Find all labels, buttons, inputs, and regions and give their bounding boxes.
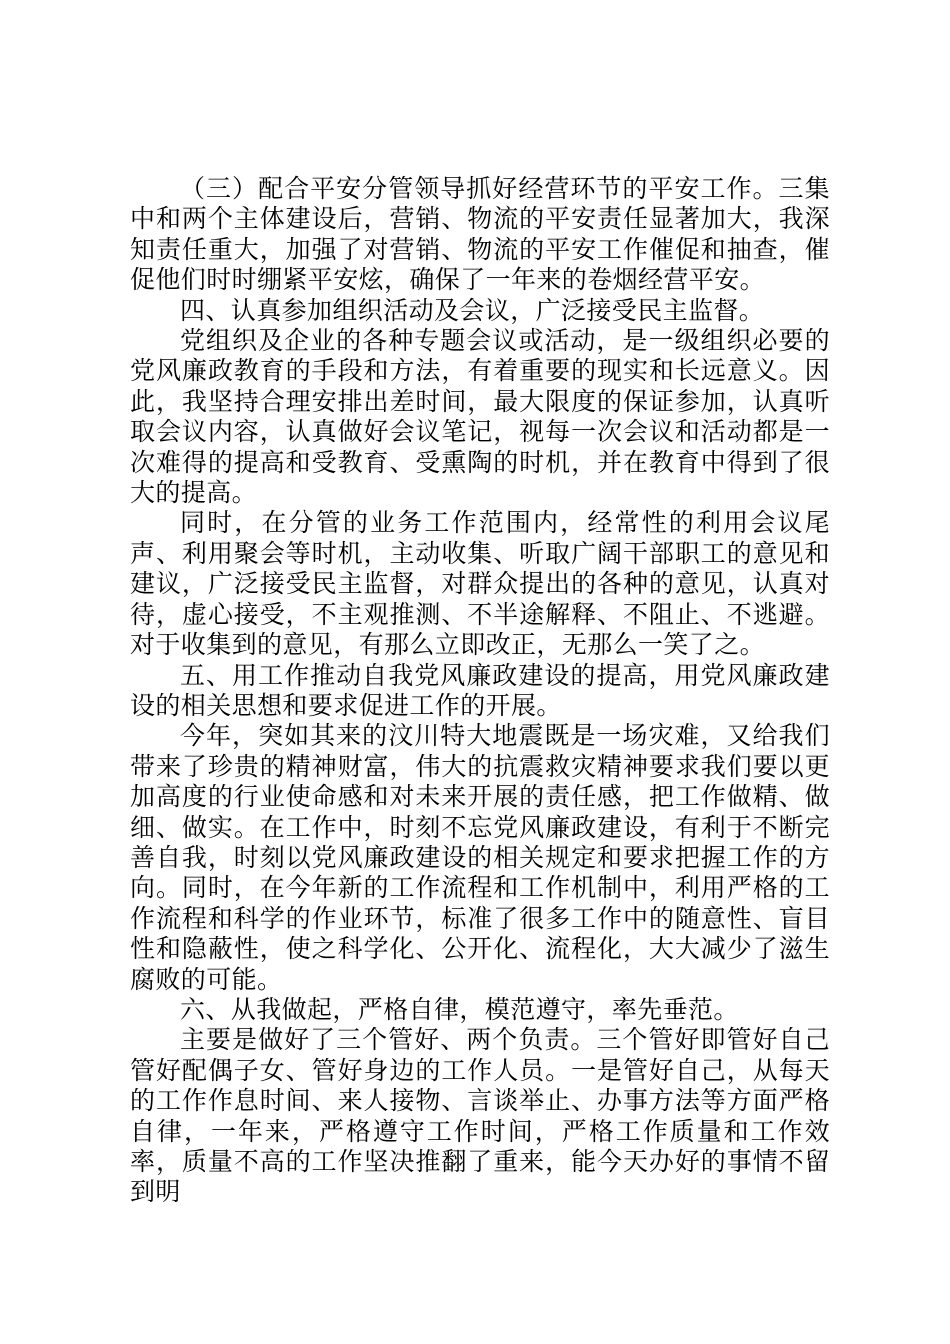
document-body (130, 174, 830, 1208)
heading-section-five: 五、用工作推动自我党风廉政建设的提高，用党风廉政建设的相关思想和要求促进工作的开展。 (130, 660, 830, 720)
paragraph-earthquake: 今年，突如其来的汶川特大地震既是一场灾难，又给我们带来了珍贵的精神财富，伟大的抗震救灾精神要求我们要以更加高度的行业使命感和对未来开展的责任感，把工作做精、做细、做实。在工作中，时刻不忘党风廉政建设，有利于不断完善自我，时刻以党风廉政建设的相关规定和要求把握工作的方向。同时，在今年新的工作流程和工作机制中，利用严格的工作流程和科学的作业环节，标准了很多工作中的随意性、盲目性和隐蔽性，使之科学化、公开化、流程化，大大减少了滋生腐败的可能。 (130, 721, 830, 994)
paragraph-supervision: 同时，在分管的业务工作范围内，经常性的利用会议尾声、利用聚会等时机，主动收集、听取广阔干部职工的意见和建议，广泛接受民主监督，对群众提出的各种的意见，认真对待，虚心接受，不主观推测、不半途解释、不阻止、不逃避。对于收集到的意见，有那么立即改正，无那么一笑了之。 (130, 508, 830, 660)
heading-section-four: 四、认真参加组织活动及会议，广泛接受民主监督。 (180, 295, 765, 325)
paragraph-safety-work: （三）配合平安分管领导抓好经营环节的平安工作。三集中和两个主体建设后，营销、物流的平安责任显著加大，我深知责任重大，加强了对营销、物流的平安工作催促和抽查，催促他们时时绷紧平安炫，确保了一年来的卷烟经营平安。 (130, 174, 830, 295)
paragraph-self-discipline: 主要是做好了三个管好、两个负责。三个管好即管好自己管好配偶子女、管好身边的工作人员。一是管好自己，从每天的工作作息时间、来人接物、言谈举止、办事方法等方面严格自律，一年来，严格遵守工作时间，严格工作质量和工作效率，质量不高的工作坚决推翻了重来，能今天办好的事情不留到明 (130, 1025, 830, 1207)
paragraph-meetings: 党组织及企业的各种专题会议或活动，是一级组织必要的党风廉政教育的手段和方法，有着重要的现实和长远意义。因此，我坚持合理安排出差时间，最大限度的保证参加，认真听取会议内容，认真做好会议笔记，视每一次会议和活动都是一次难得的提高和受教育、受熏陶的时机，并在教育中得到了很大的提高。 (130, 326, 830, 508)
heading-section-six: 六、从我做起，严格自律，模范遵守，率先垂范。 (180, 994, 739, 1024)
